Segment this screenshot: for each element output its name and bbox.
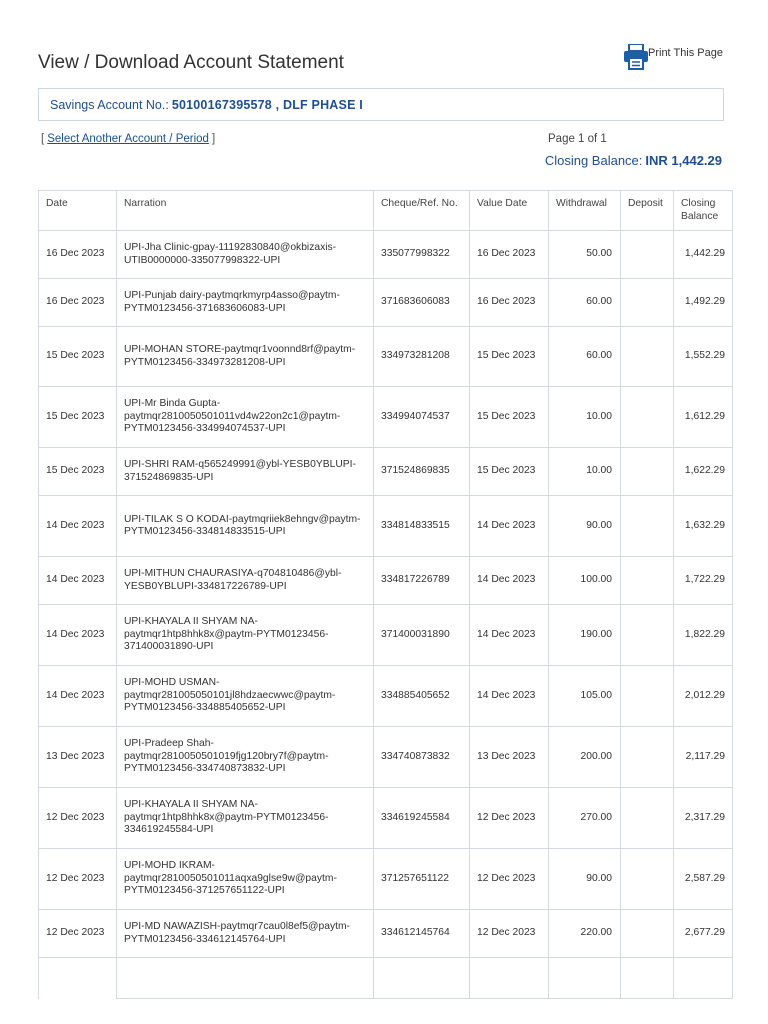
cell-withdrawal: 10.00 — [549, 387, 621, 448]
cell-narration: UPI-TILAK S O KODAI-paytmqriiek8ehngv@paytm-PYTM0123456-334814833515-UPI — [117, 496, 374, 557]
table-row — [39, 279, 733, 327]
cell-ref: 371524869835 — [374, 448, 470, 496]
cell-narration: UPI-Punjab dairy-paytmqrkmyrp4asso@paytm-PYTM0123456-371683606083-UPI — [117, 279, 374, 327]
cell-deposit — [621, 788, 674, 849]
cell-deposit — [621, 910, 674, 958]
table-row — [39, 387, 733, 448]
cell-closing-balance: 2,117.29 — [674, 727, 733, 788]
cell-ref: 334619245584 — [374, 788, 470, 849]
cell-value-date: 13 Dec 2023 — [470, 727, 549, 788]
closing-balance-label: Closing Balance: — [544, 153, 643, 168]
cell-narration: UPI-MOHD IKRAM-paytmqr2810050501011aqxa9glse9w@paytm-PYTM0123456-371257651122-UPI — [117, 849, 374, 910]
cell-withdrawal: 50.00 — [549, 231, 621, 279]
cell-withdrawal: 220.00 — [549, 910, 621, 958]
cell-deposit — [621, 279, 674, 327]
cell-ref: 371683606083 — [374, 279, 470, 327]
cell-closing-balance: 1,722.29 — [674, 557, 733, 605]
cell-date: 15 Dec 2023 — [39, 448, 117, 496]
cell-deposit — [621, 557, 674, 605]
cell-deposit — [621, 231, 674, 279]
empty-cell — [39, 958, 117, 999]
empty-cell — [470, 958, 549, 999]
cell-value-date: 14 Dec 2023 — [470, 496, 549, 557]
cell-withdrawal: 105.00 — [549, 666, 621, 727]
cell-value-date: 14 Dec 2023 — [470, 557, 549, 605]
cell-date: 14 Dec 2023 — [39, 605, 117, 666]
cell-deposit — [621, 327, 674, 387]
select-account-nav — [41, 133, 215, 145]
cell-ref: 334740873832 — [374, 727, 470, 788]
cell-closing-balance: 1,632.29 — [674, 496, 733, 557]
cell-value-date: 12 Dec 2023 — [470, 788, 549, 849]
col-header-withdrawal: Withdrawal — [549, 191, 621, 231]
col-header-date: Date — [39, 191, 117, 231]
cell-narration: UPI-MD NAWAZISH-paytmqr7cau0l8ef5@paytm-PYTM0123456-334612145764-UPI — [117, 910, 374, 958]
cell-deposit — [621, 496, 674, 557]
cell-withdrawal: 90.00 — [549, 849, 621, 910]
cell-value-date: 12 Dec 2023 — [470, 849, 549, 910]
col-header-narration: Narration — [117, 191, 374, 231]
cell-deposit — [621, 605, 674, 666]
cell-date: 15 Dec 2023 — [39, 387, 117, 448]
empty-cell — [117, 958, 374, 999]
empty-cell — [621, 958, 674, 999]
cell-ref: 371257651122 — [374, 849, 470, 910]
cell-closing-balance: 1,492.29 — [674, 279, 733, 327]
cell-closing-balance: 1,552.29 — [674, 327, 733, 387]
table-row — [39, 788, 733, 849]
table-header-row — [39, 191, 733, 231]
cell-ref: 334973281208 — [374, 327, 470, 387]
empty-cell — [674, 958, 733, 999]
empty-cell — [549, 958, 621, 999]
table-row — [39, 910, 733, 958]
cell-closing-balance: 2,587.29 — [674, 849, 733, 910]
select-another-account-link[interactable]: Select Another Account / Period — [47, 133, 209, 145]
cell-narration: UPI-Pradeep Shah-paytmqr2810050501019fjg120bry7f@paytm-PYTM0123456-334740873832-UPI — [117, 727, 374, 788]
table-row — [39, 327, 733, 387]
cell-withdrawal: 10.00 — [549, 448, 621, 496]
table-row — [39, 231, 733, 279]
cell-ref: 334994074537 — [374, 387, 470, 448]
cell-narration: UPI-MOHAN STORE-paytmqr1voonnd8rf@paytm-PYTM0123456-334973281208-UPI — [117, 327, 374, 387]
closing-balance-amount: INR 1,442.29 — [645, 153, 722, 168]
cell-ref: 334817226789 — [374, 557, 470, 605]
cell-closing-balance: 2,317.29 — [674, 788, 733, 849]
cell-deposit — [621, 448, 674, 496]
cell-narration: UPI-Mr Binda Gupta-paytmqr2810050501011vd4w22on2c1@paytm-PYTM0123456-334994074537-UPI — [117, 387, 374, 448]
cell-narration: UPI-MOHD USMAN-paytmqr281005050101jl8hdzaecwwc@paytm-PYTM0123456-334885405652-UPI — [117, 666, 374, 727]
cell-narration: UPI-KHAYALA II SHYAM NA-paytmqr1htp8hhk8x@paytm-PYTM0123456-371400031890-UPI — [117, 605, 374, 666]
cell-narration: UPI-SHRI RAM-q565249991@ybl-YESB0YBLUPI-371524869835-UPI — [117, 448, 374, 496]
cell-date: 12 Dec 2023 — [39, 849, 117, 910]
cell-closing-balance: 1,622.29 — [674, 448, 733, 496]
table-row — [39, 849, 733, 910]
cell-deposit — [621, 727, 674, 788]
cell-date: 16 Dec 2023 — [39, 279, 117, 327]
cell-value-date: 14 Dec 2023 — [470, 666, 549, 727]
close-bracket: ] — [211, 133, 216, 145]
printer-icon — [624, 44, 648, 70]
col-header-ref: Cheque/Ref. No. — [374, 191, 470, 231]
table-row — [39, 496, 733, 557]
col-header-value-date: Value Date — [470, 191, 549, 231]
cell-ref: 371400031890 — [374, 605, 470, 666]
cell-withdrawal: 200.00 — [549, 727, 621, 788]
cell-ref: 334612145764 — [374, 910, 470, 958]
cell-withdrawal: 60.00 — [549, 327, 621, 387]
cell-value-date: 12 Dec 2023 — [470, 910, 549, 958]
table-row — [39, 605, 733, 666]
closing-balance — [545, 153, 722, 168]
print-page-button[interactable] — [624, 44, 723, 70]
open-bracket: [ — [41, 133, 45, 145]
account-summary-box — [38, 88, 724, 121]
table-row — [39, 557, 733, 605]
page-indicator: Page 1 of 1 — [548, 133, 607, 145]
account-number: 50100167395578 , DLF PHASE I — [171, 97, 363, 112]
empty-cell — [374, 958, 470, 999]
table-empty-row — [39, 958, 733, 999]
cell-closing-balance: 1,822.29 — [674, 605, 733, 666]
cell-value-date: 16 Dec 2023 — [470, 231, 549, 279]
account-label: Savings Account No.: — [50, 97, 169, 112]
cell-deposit — [621, 849, 674, 910]
cell-date: 14 Dec 2023 — [39, 557, 117, 605]
cell-withdrawal: 190.00 — [549, 605, 621, 666]
cell-closing-balance: 1,442.29 — [674, 231, 733, 279]
cell-narration: UPI-MITHUN CHAURASIYA-q704810486@ybl-YESB0YBLUPI-334817226789-UPI — [117, 557, 374, 605]
cell-deposit — [621, 666, 674, 727]
cell-ref: 334885405652 — [374, 666, 470, 727]
col-header-deposit: Deposit — [621, 191, 674, 231]
cell-value-date: 15 Dec 2023 — [470, 327, 549, 387]
cell-date: 14 Dec 2023 — [39, 496, 117, 557]
cell-value-date: 14 Dec 2023 — [470, 605, 549, 666]
table-row — [39, 727, 733, 788]
cell-withdrawal: 100.00 — [549, 557, 621, 605]
cell-narration: UPI-KHAYALA II SHYAM NA-paytmqr1htp8hhk8x@paytm-PYTM0123456-334619245584-UPI — [117, 788, 374, 849]
statement-table — [38, 190, 733, 999]
cell-closing-balance: 2,012.29 — [674, 666, 733, 727]
cell-date: 15 Dec 2023 — [39, 327, 117, 387]
col-header-closing-balance: Closing Balance — [674, 191, 733, 231]
table-row — [39, 666, 733, 727]
cell-ref: 335077998322 — [374, 231, 470, 279]
cell-closing-balance: 1,612.29 — [674, 387, 733, 448]
cell-value-date: 15 Dec 2023 — [470, 448, 549, 496]
cell-date: 13 Dec 2023 — [39, 727, 117, 788]
cell-date: 14 Dec 2023 — [39, 666, 117, 727]
cell-withdrawal: 60.00 — [549, 279, 621, 327]
cell-date: 12 Dec 2023 — [39, 910, 117, 958]
print-page-label: Print This Page — [648, 47, 724, 59]
cell-date: 16 Dec 2023 — [39, 231, 117, 279]
cell-withdrawal: 90.00 — [549, 496, 621, 557]
page-title: View / Download Account Statement — [38, 51, 344, 73]
cell-value-date: 16 Dec 2023 — [470, 279, 549, 327]
cell-value-date: 15 Dec 2023 — [470, 387, 549, 448]
cell-date: 12 Dec 2023 — [39, 788, 117, 849]
cell-closing-balance: 2,677.29 — [674, 910, 733, 958]
cell-ref: 334814833515 — [374, 496, 470, 557]
cell-narration: UPI-Jha Clinic-gpay-11192830840@okbizaxis-UTIB0000000-335077998322-UPI — [117, 231, 374, 279]
table-row — [39, 448, 733, 496]
cell-withdrawal: 270.00 — [549, 788, 621, 849]
cell-deposit — [621, 387, 674, 448]
